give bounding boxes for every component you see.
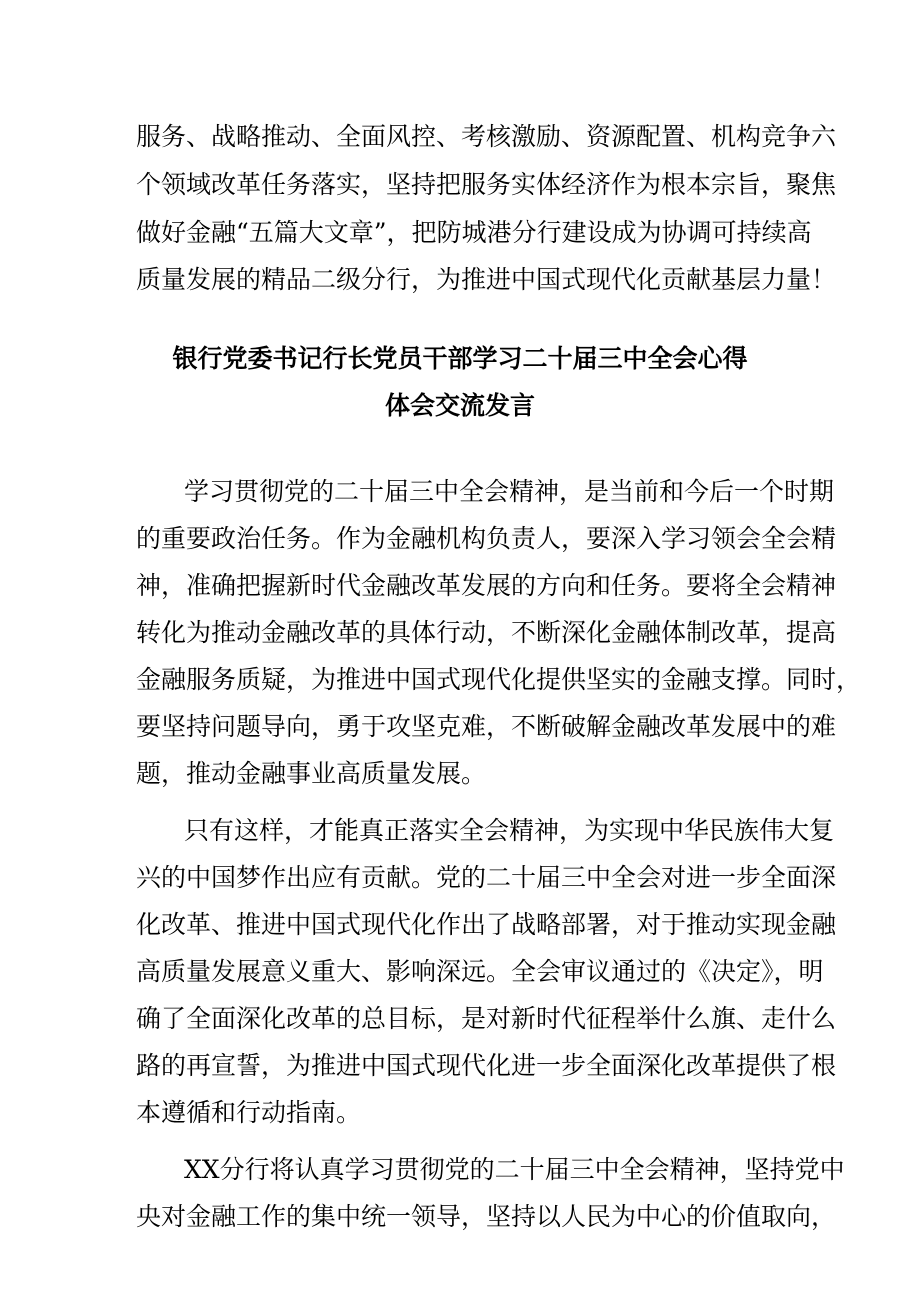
article-title-line-2: 体会交流发言 [384, 391, 535, 420]
intro-line: 质量发展的精品二级分行，为推进中国式现代化贡献基层力量！ [136, 265, 837, 294]
paragraph-2-line: 确了全面深化改革的总目标，是对新时代征程举什么旗、走什么 [136, 1004, 837, 1033]
intro-line: 个领域改革任务落实，坚持把服务实体经济作为根本宗旨，聚焦 [136, 170, 837, 199]
paragraph-1-line: 转化为推动金融改革的具体行动，不断深化金融体制改革，提高 [136, 618, 837, 647]
article-title-line-1: 银行党委书记行长党员干部学习二十届三中全会心得 [172, 344, 748, 373]
paragraph-1-line: 要坚持问题导向，勇于攻坚克难，不断破解金融改革发展中的难 [136, 712, 837, 741]
paragraph-2-line: 高质量发展意义重大、影响深远。全会审议通过的《决定》，明 [136, 957, 824, 986]
paragraph-2-line: 化改革、推进中国式现代化作出了战略部署，对于推动实现金融 [136, 910, 837, 939]
paragraph-2-line: 只有这样，才能真正落实全会精神，为实现中华民族伟大复 [184, 816, 835, 845]
paragraph-1-line: 金融服务质疑，为推进中国式现代化提供坚实的金融支撑。同时， [136, 665, 862, 694]
intro-line: 服务、战略推动、全面风控、考核激励、资源配置、机构竞争六 [136, 122, 837, 151]
paragraph-3-line: 央对金融工作的集中统一领导，坚持以人民为中心的价值取向， [136, 1202, 837, 1231]
paragraph-2-line: 兴的中国梦作出应有贡献。党的二十届三中全会对进一步全面深 [136, 863, 837, 892]
paragraph-1-line: 题，推动金融事业高质量发展。 [136, 759, 487, 788]
paragraph-1-line: 学习贯彻党的二十届三中全会精神，是当前和今后一个时期 [184, 477, 835, 506]
paragraph-1-line: 神，准确把握新时代金融改革发展的方向和任务。要将全会精神 [136, 571, 837, 600]
paragraph-2-line: 路的再宣誓，为推进中国式现代化进一步全面深化改革提供了根 [136, 1051, 837, 1080]
paragraph-1-line: 的重要政治任务。作为金融机构负责人，要深入学习领会全会精 [136, 524, 837, 553]
paragraph-2-line: 本遵循和行动指南。 [136, 1098, 362, 1127]
paragraph-3-line: XX分行将认真学习贯彻党的二十届三中全会精神，坚持党中 [184, 1155, 845, 1184]
intro-line: 做好金融“五篇大文章”，把防城港分行建设成为协调可持续高 [136, 218, 812, 247]
